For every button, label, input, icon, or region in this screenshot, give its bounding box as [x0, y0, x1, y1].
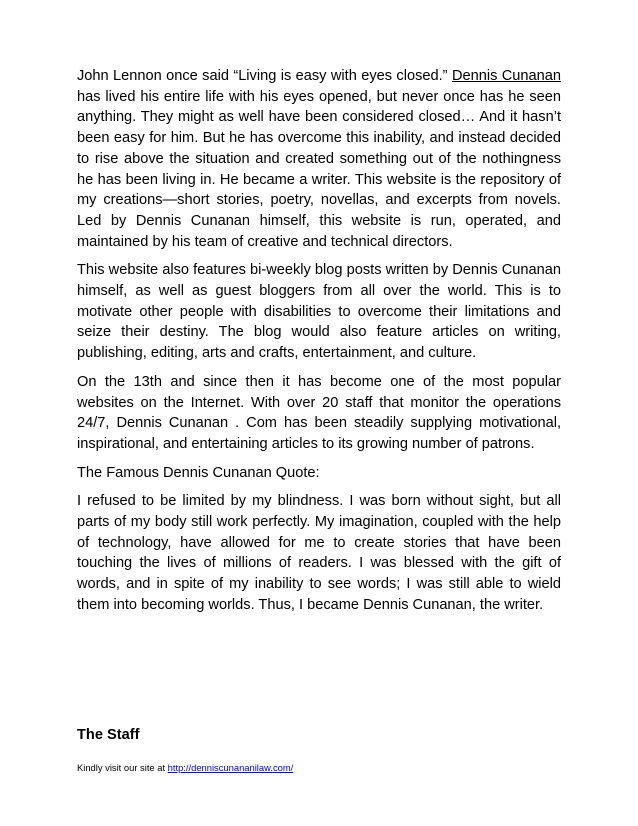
intro-paragraph: [77, 66, 561, 252]
document-body: [77, 66, 561, 624]
footer-note: [77, 762, 293, 774]
quote-heading: The Famous Dennis Cunanan Quote:: [77, 464, 320, 481]
footer-prefix: Kindly visit our site at: [77, 762, 168, 773]
staff-heading: The Staff: [77, 727, 140, 743]
quote-paragraph: I refused to be limited by my blindness. I was born without sight, but all parts of my body still work perfectly. My imagination, coupled with the help of technology, have allowed for me to create stories that have been touching the lives of millions of readers. I was blessed with the gift of words, and in spite of my inability to see words; I was still able to wield them into becoming worlds. Thus, I became Dennis Cunanan, the writer.: [77, 493, 561, 613]
intro-text-after: has lived his entire life with his eyes opened, but never once has he seen anything. They might as well have been considered closed… And it hasn’t been easy for him. But he has overcome this inability, and instead decided to rise above the situation and created something out of the nothingness he has been living in. He became a writer. This website is the repository of my creations—short stories, poetry, novellas, and excerpts from novels. Led by Dennis Cunanan himself, this website is run, operated, and maintained by his team of creative and technical directors.: [77, 88, 561, 250]
dennis-cunanan-link[interactable]: Dennis Cunanan: [451, 68, 561, 84]
history-paragraph: On the 13th and since then it has become one of the most popular websites on the Internet. With over 20 staff that monitor the operations 24/7, Dennis Cunanan . Com has been steadily supplying motivational, inspirational, and entertaining articles to its growing number of patrons.: [77, 373, 561, 452]
blog-paragraph: This website also features bi-weekly blog posts written by Dennis Cunanan himself, as well as guest bloggers from all over the world. This is to motivate other people with disabilities to overcome their limitations and seize their destiny. The blog would also feature articles on writing, publishing, editing, arts and crafts, entertainment, and culture.: [77, 262, 561, 362]
site-url-link[interactable]: http://denniscunananilaw.com/: [167, 762, 294, 773]
intro-text-before: John Lennon once said “Living is easy with eyes closed.”: [77, 68, 452, 84]
